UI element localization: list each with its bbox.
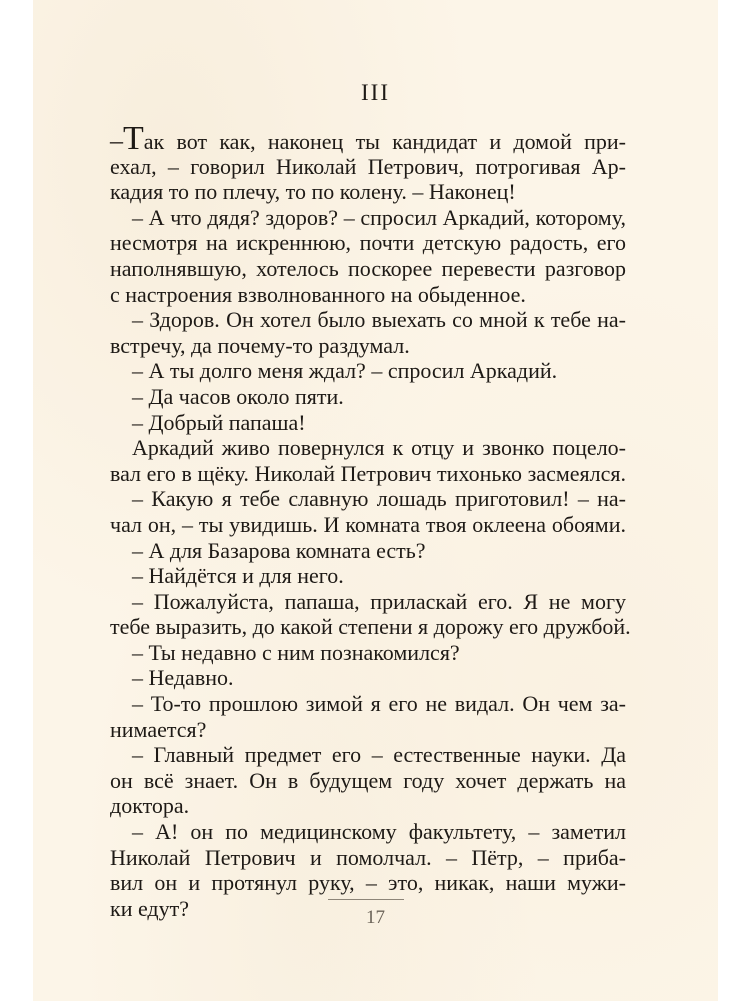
text-line: – Пожалуйста, папаша, приласкай его. Я не могу <box>132 588 626 614</box>
text-line: нимается? <box>110 716 207 742</box>
body-text <box>110 120 631 921</box>
text-line: – Ты недавно с ним познакомился? <box>132 639 460 665</box>
text-line: – Главный предмет его – естественные науки. Да <box>132 742 626 768</box>
text-line: – Какую я тебе славную лошадь приготовил! – на- <box>132 486 626 512</box>
page-number: 17 <box>366 907 385 928</box>
text-line: встречу, да почему-то раздумал. <box>110 332 410 358</box>
text-line: доктора. <box>110 793 190 819</box>
text-line: несмотря на искреннюю, почти детскую радость, его <box>110 230 626 256</box>
text-line: вал его в щёку. Николай Петрович тихонько засмеялся. <box>110 460 626 486</box>
text-line-first <box>110 120 626 157</box>
text-line: – Недавно. <box>132 665 234 691</box>
lead-dash: – <box>110 126 123 155</box>
text-line: ки едут? <box>110 895 190 921</box>
text-line: тебе выразить, до какой степени я дорожу его дружбой. <box>110 614 631 640</box>
text-line: – Добрый папаша! <box>132 409 306 435</box>
text-line: – Да часов около пяти. <box>132 383 344 409</box>
text-line: – А ты долго меня ждал? – спросил Аркадий. <box>132 358 558 384</box>
first-line-text: ак вот как, наконец ты кандидат и домой при- <box>143 129 626 154</box>
text-line: – А что дядя? здоров? – спросил Аркадий, которому, <box>132 204 626 230</box>
text-line: чал он, – ты увидишь. И комната твоя оклеена обоями. <box>110 511 626 537</box>
text-line: – А для Базарова комната есть? <box>132 537 426 563</box>
book-page <box>33 0 718 1001</box>
text-line: – А! он по медицинскому факультету, – заметил <box>132 819 626 845</box>
text-line: – Здоров. Он хотел было выехать со мной к тебе на- <box>132 307 626 333</box>
chapter-heading: III <box>361 80 390 105</box>
footer-rule <box>328 899 404 900</box>
text-line: с настроения взволнованного на обыденное. <box>110 281 526 307</box>
text-lines <box>110 153 631 922</box>
text-line: вил он и протянул руку, – это, никак, наши мужи- <box>110 870 626 896</box>
text-line: Николай Петрович и помолчал. – Пётр, – приба- <box>110 844 626 870</box>
text-line: Аркадий живо повернулся к отцу и звонко поцело- <box>132 435 626 461</box>
text-line: наполнявшую, хотелось поскорее перевести разговор <box>110 255 626 281</box>
text-line: кадия то по плечу, то по колену. – Наконец! <box>110 179 516 205</box>
text-line: – То-то прошлою зимой я его не видал. Он чем за- <box>132 691 626 717</box>
text-line: – Найдётся и для него. <box>132 563 344 589</box>
text-line: он всё знает. Он в будущем году хочет держать на <box>110 767 626 793</box>
text-line: ехал, – говорил Николай Петрович, потрогивая Ар- <box>110 153 626 179</box>
drop-cap: Т <box>123 120 144 157</box>
